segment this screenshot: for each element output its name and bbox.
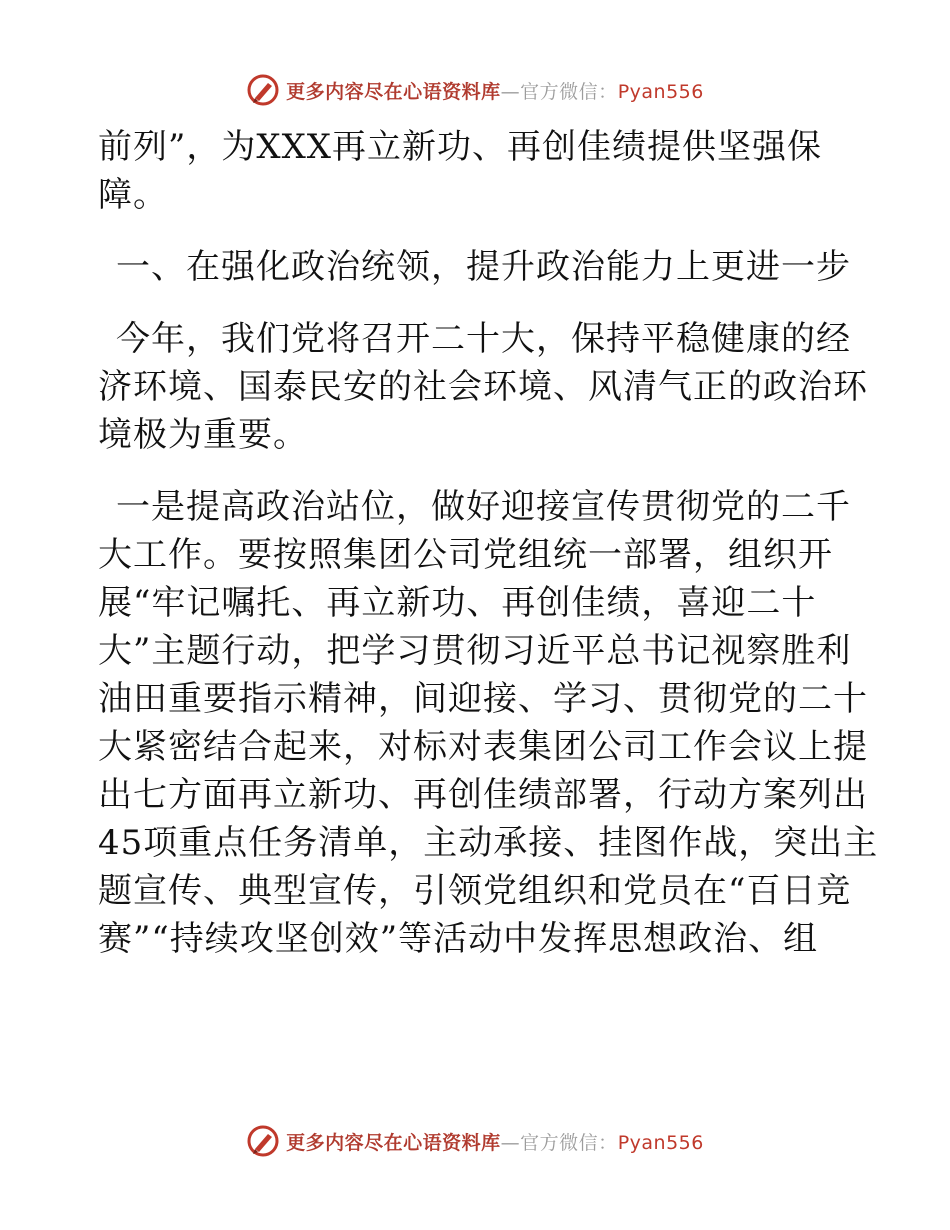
paragraph-line: 大紧密结合起来，对标对表集团公司工作会议上提 (98, 727, 868, 767)
document-body (98, 123, 879, 963)
footer-banner-text (286, 1128, 704, 1155)
pen-logo-icon (246, 73, 280, 107)
paragraph-line: 障。 (98, 175, 168, 215)
header-banner-wechat-id: Pyan556 (617, 80, 704, 103)
header-banner-text (286, 77, 704, 104)
footer-banner-secondary: 官方微信： (520, 1131, 618, 1154)
footer-watermark-banner (0, 1121, 950, 1161)
paragraph-line: 赛”“持续攻坚创效”等活动中发挥思想政治、组 (98, 919, 819, 959)
paragraph-line: 济环境、国泰民安的社会环境、风清气正的政治环 (98, 367, 868, 407)
paragraph-line: 前列”，为XXX再立新功、再创佳绩提供坚强保 (98, 127, 822, 167)
header-banner-main: 更多内容尽在心语资料库 (286, 80, 501, 103)
section-heading: 一、在强化政治统领，提升政治能力上更进一步 (116, 247, 851, 287)
header-banner-dash: — (500, 80, 521, 103)
footer-banner-wechat-id: Pyan556 (617, 1131, 704, 1154)
paragraph-line: 展“牢记嘱托、再立新功、再创佳绩，喜迎二十 (98, 583, 817, 623)
header-banner-secondary: 官方微信： (520, 80, 618, 103)
pen-logo-icon (246, 1124, 280, 1158)
header-watermark-banner (0, 70, 950, 110)
paragraph-line: 境极为重要。 (98, 415, 308, 455)
paragraph-line: 大工作。要按照集团公司党组统一部署，组织开 (98, 535, 833, 575)
paragraph-line: 一是提高政治站位，做好迎接宣传贯彻党的二千 (116, 487, 851, 527)
paragraph-line: 油田重要指示精神，间迎接、学习、贯彻党的二十 (98, 679, 868, 719)
paragraph-line: 大”主题行动，把学习贯彻习近平总书记视察胜利 (98, 631, 852, 671)
paragraph-line: 出七方面再立新功、再创佳绩部署，行动方案列出 (98, 775, 868, 815)
paragraph-line: 题宣传、典型宣传，引领党组织和党员在“百日竞 (98, 871, 852, 911)
footer-banner-main: 更多内容尽在心语资料库 (286, 1131, 501, 1154)
paragraph-line: 45项重点任务清单，主动承接、挂图作战，突出主 (98, 823, 879, 863)
paragraph-line: 今年，我们党将召开二十大，保持平稳健康的经 (116, 319, 851, 359)
footer-banner-dash: — (500, 1131, 521, 1154)
